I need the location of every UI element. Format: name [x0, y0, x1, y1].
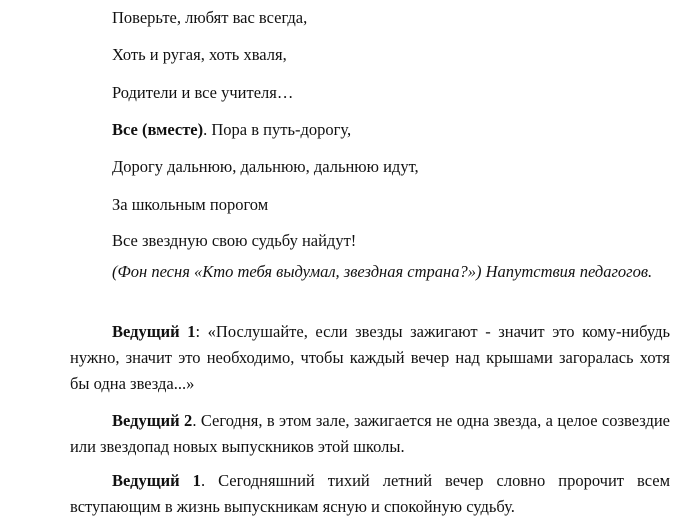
verse-line: Хоть и ругая, хоть хваля,	[112, 45, 287, 64]
paragraph-text: . Сегодня, в этом зале, зажигается не одна звезда, а целое созвездие или звездопад новых выпускников этой школы.	[70, 411, 670, 456]
verse-line: Все звездную свою судьбу найдут!	[112, 231, 357, 250]
chorus-text: . Пора в путь-дорогу,	[203, 120, 352, 139]
verse-line: За школьным порогом	[112, 195, 269, 214]
stage-direction-text: (Фон песня «Кто тебя выдумал, звездная страна?») Напутствия педагогов.	[112, 262, 653, 281]
verse-line: Родители и все учителя…	[112, 83, 294, 102]
verse-line: Дорогу дальнюю, дальнюю, дальнюю идут,	[112, 157, 419, 176]
speaker: Ведущий 2	[112, 411, 193, 430]
paragraph	[70, 319, 670, 397]
paragraph	[70, 408, 670, 460]
paragraph	[70, 468, 670, 520]
verse-line: Поверьте, любят вас всегда,	[112, 8, 308, 27]
chorus-line	[112, 120, 351, 140]
stage-direction	[70, 259, 670, 285]
speaker: Ведущий 1	[112, 471, 201, 490]
speaker: Все (вместе)	[112, 120, 204, 139]
speaker: Ведущий 1	[112, 322, 196, 341]
paragraph-text: : «Послушайте, если звезды зажигают - значит это кому-нибудь нужно, значит это необходимо, чтобы каждый вечер над крышами загоралась хотя бы одна звезда...»	[70, 322, 670, 393]
paragraph-text: . Сегодняшний тихий летний вечер словно пророчит всем вступающим в жизнь выпускникам ясную и спокойную судьбу.	[70, 471, 671, 516]
